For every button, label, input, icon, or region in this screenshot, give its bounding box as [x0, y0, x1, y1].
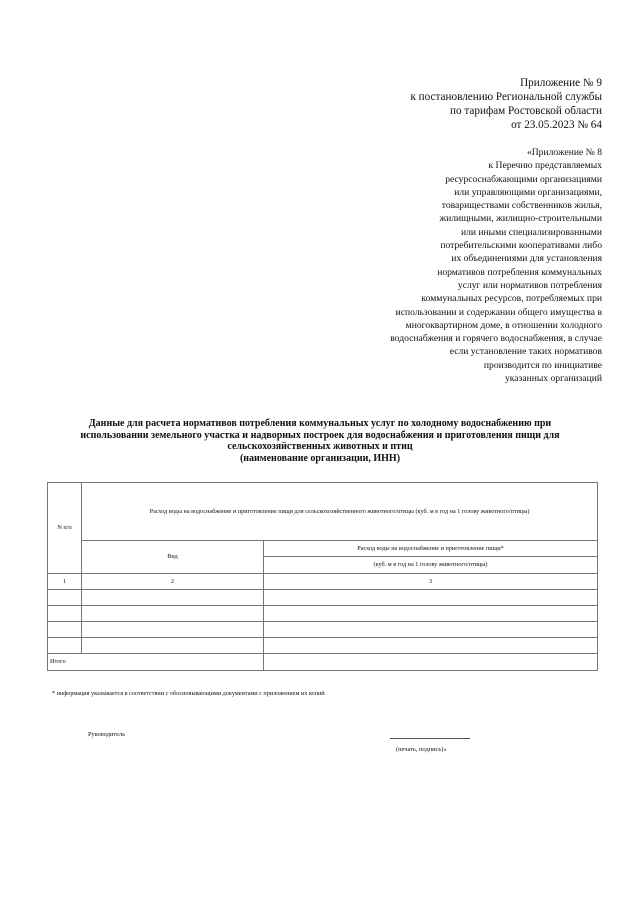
table-cell[interactable] — [82, 622, 264, 638]
sub-appendix-line: или иными специализированными — [460, 226, 602, 238]
table-cell[interactable] — [48, 638, 82, 654]
sub-appendix-line: жилищными, жилищно-строительными — [439, 213, 602, 225]
sub-appendix-line: коммунальных ресурсов, потребляемых при — [421, 293, 602, 305]
title-line: Данные для расчета нормативов потребления коммунальных услуг по холодному водоснабжению при — [88, 418, 552, 429]
table-cell[interactable] — [48, 590, 82, 606]
appendix-line: по тарифам Ростовской области — [450, 105, 602, 117]
sub-appendix-line: ресурсоснабжающими организациями — [445, 173, 602, 185]
table-cell[interactable] — [264, 638, 598, 654]
sub-appendix-line: товариществами собственников жилья, — [441, 200, 602, 212]
table-cell[interactable] — [48, 622, 82, 638]
table-row — [48, 590, 598, 606]
title-line: (наименование организации, ИНН) — [239, 452, 401, 464]
sub-appendix-line: услуг или нормативов потребления — [457, 279, 602, 291]
sub-appendix-line: или управляющими организациями, — [454, 186, 602, 198]
signature-caption: (печать, подпись)» — [396, 746, 447, 753]
table-cell[interactable] — [82, 590, 264, 606]
sub-appendix-line: водоснабжения и горячего водоснабжения, в случае — [390, 333, 602, 345]
table-cell[interactable] — [264, 622, 598, 638]
sub-appendix-line: производится по инициативе — [483, 359, 602, 371]
head-signature-label: Руководитель — [88, 731, 126, 738]
column-header-kind: Вид — [82, 541, 264, 574]
column-number-cell: 2 — [82, 574, 264, 590]
sub-appendix-line: многоквартирном доме, в отношении холодного — [405, 319, 602, 331]
appendix-line: от 23.05.2023 № 64 — [511, 119, 602, 131]
sub-appendix-line: потребительскими кооперативами либо — [440, 240, 602, 252]
column-header-rate-unit: (куб. м в год на 1 голову животного/птицы) — [264, 557, 598, 574]
column-header-main: Расход воды на водоснабжение и приготовление пищи для сельскохозяйственного животного/птицы (куб. м в год на 1 голову животного/птицы) — [82, 483, 598, 541]
sub-appendix-line: «Приложение № 8 — [526, 147, 602, 158]
table-row-numbers — [48, 574, 598, 590]
table-cell[interactable] — [264, 590, 598, 606]
table-row-total — [48, 654, 598, 671]
total-value-cell[interactable] — [264, 654, 598, 671]
total-label: Итого — [48, 654, 264, 671]
sub-appendix-line: к Перечню представляемых — [488, 160, 602, 172]
sub-appendix-line: указанных организаций — [504, 373, 602, 385]
sub-appendix-line: если установление таких нормативов — [449, 346, 602, 358]
document-title — [60, 418, 580, 464]
title-line: сельскохозяйственных животных и птиц — [227, 441, 413, 453]
table-cell[interactable] — [82, 606, 264, 622]
signature-line — [390, 738, 470, 739]
data-table — [47, 482, 597, 671]
appendix-reference — [302, 76, 602, 132]
sub-appendix-line: их объединениями для установления — [451, 253, 602, 265]
sub-appendix-reference — [302, 146, 602, 385]
column-header-number: N п/п — [48, 483, 82, 574]
column-header-rate: Расход воды на водоснабжение и приготовление пищи* — [264, 541, 598, 557]
appendix-line: Приложение № 9 — [520, 77, 602, 89]
appendix-line: к постановлению Региональной службы — [410, 91, 602, 103]
table-cell[interactable] — [48, 606, 82, 622]
title-line: использовании земельного участка и надворных построек для водоснабжения и приготовления пищи для — [80, 429, 560, 441]
table-cell[interactable] — [82, 638, 264, 654]
column-number-cell: 3 — [264, 574, 598, 590]
table-row — [48, 622, 598, 638]
column-number-cell: 1 — [48, 574, 82, 590]
table-row — [48, 638, 598, 654]
sub-appendix-line: нормативов потребления коммунальных — [437, 266, 602, 278]
footnote: * информация указывается в соответствии с обосновывающими документами с приложением их копий — [52, 690, 325, 697]
table-cell[interactable] — [264, 606, 598, 622]
sub-appendix-line: использовании и содержании общего имущества в — [395, 306, 602, 318]
table-row — [48, 606, 598, 622]
